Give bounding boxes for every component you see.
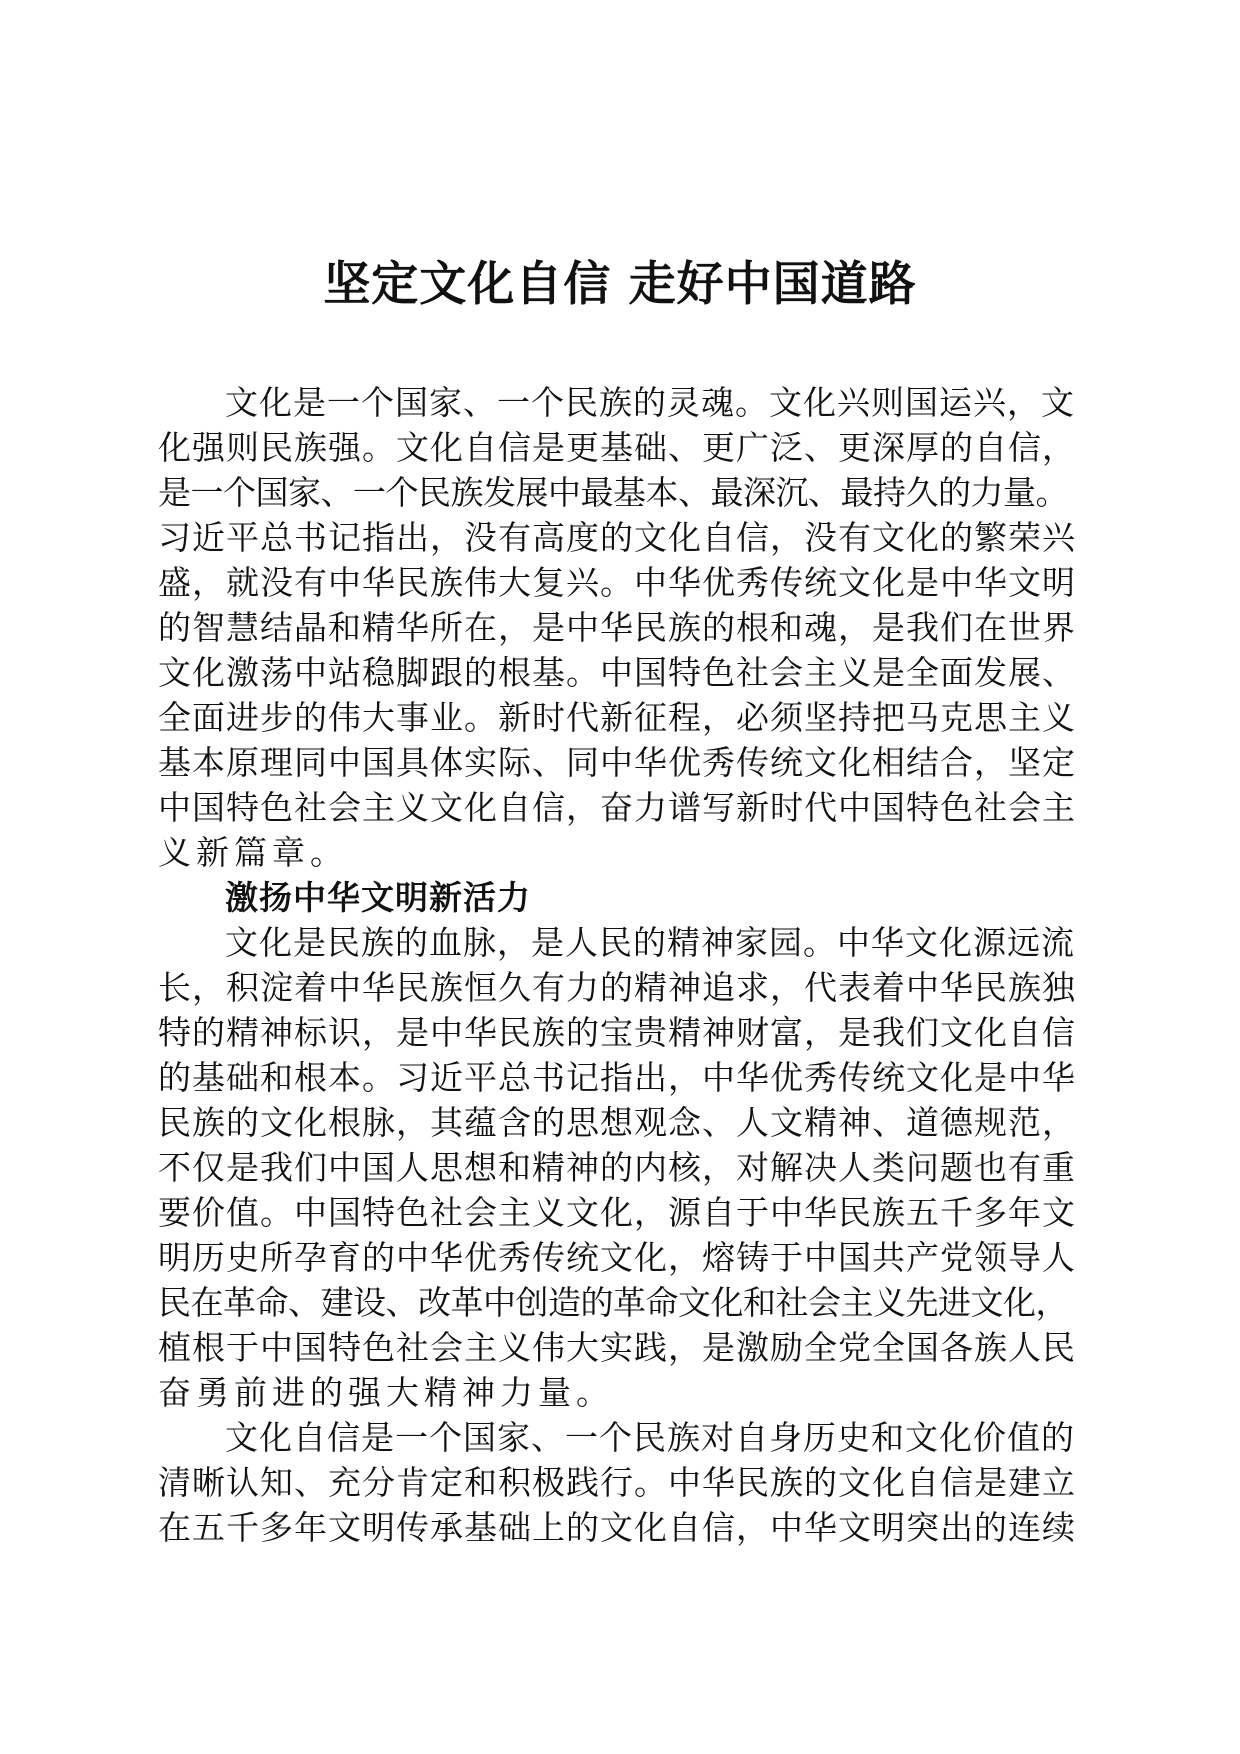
body-line: 在五千多年文明传承基础上的文化自信，中华文明突出的连续: [158, 1508, 1076, 1547]
body-line: 明历史所孕育的中华优秀传统文化，熔铸于中国共产党领导人: [158, 1238, 1076, 1277]
body-line: 习近平总书记指出，没有高度的文化自信，没有文化的繁荣兴: [158, 518, 1076, 557]
document-title: 坚定文化自信 走好中国道路: [323, 257, 917, 312]
body-line: 的智慧结晶和精华所在，是中华民族的根和魂，是我们在世界: [158, 608, 1076, 647]
body-line: 文化激荡中站稳脚跟的根基。中国特色社会主义是全面发展、: [158, 653, 1076, 692]
body-line: 长，积淀着中华民族恒久有力的精神追求，代表着中华民族独: [158, 968, 1076, 1007]
body-line: 全面进步的伟大事业。新时代新征程，必须坚持把马克思主义: [158, 698, 1076, 737]
body-line: 化强则民族强。文化自信是更基础、更广泛、更深厚的自信，: [158, 428, 1076, 467]
body-line: 是一个国家、一个民族发展中最基本、最深沉、最持久的力量。: [158, 473, 1068, 512]
body-line: 基本原理同中国具体实际、同中华优秀传统文化相结合，坚定: [158, 743, 1076, 782]
body-line: 盛，就没有中华民族伟大复兴。中华优秀传统文化是中华文明: [158, 563, 1076, 602]
body-line: 的基础和根本。习近平总书记指出，中华优秀传统文化是中华: [158, 1058, 1076, 1097]
body-line: 中国特色社会主义文化自信，奋力谱写新时代中国特色社会主: [158, 788, 1076, 827]
body-line: 清晰认知、充分肯定和积极践行。中华民族的文化自信是建立: [158, 1463, 1076, 1502]
body-line: 文化自信是一个国家、一个民族对自身历史和文化价值的: [225, 1418, 1075, 1457]
document-body: [158, 380, 1078, 1550]
body-line: 奋勇前进的强大精神力量。: [158, 1373, 614, 1412]
section-heading: 激扬中华文明新活力: [225, 878, 531, 917]
body-line: 文化是民族的血脉，是人民的精神家园。中华文化源远流: [225, 923, 1075, 962]
body-line: 民在革命、建设、改革中创造的革命文化和社会主义先进文化，: [158, 1283, 1068, 1322]
body-line: 义新篇章。: [158, 833, 348, 872]
body-line: 民族的文化根脉，其蕴含的思想观念、人文精神、道德规范，: [158, 1103, 1076, 1142]
body-line: 植根于中国特色社会主义伟大实践，是激励全党全国各族人民: [158, 1328, 1076, 1367]
body-line: 文化是一个国家、一个民族的灵魂。文化兴则国运兴，文: [225, 383, 1075, 422]
body-line: 特的精神标识，是中华民族的宝贵精神财富，是我们文化自信: [158, 1013, 1076, 1052]
body-line: 要价值。中国特色社会主义文化，源自于中华民族五千多年文: [158, 1193, 1076, 1232]
body-line: 不仅是我们中国人思想和精神的内核，对解决人类问题也有重: [158, 1148, 1076, 1187]
